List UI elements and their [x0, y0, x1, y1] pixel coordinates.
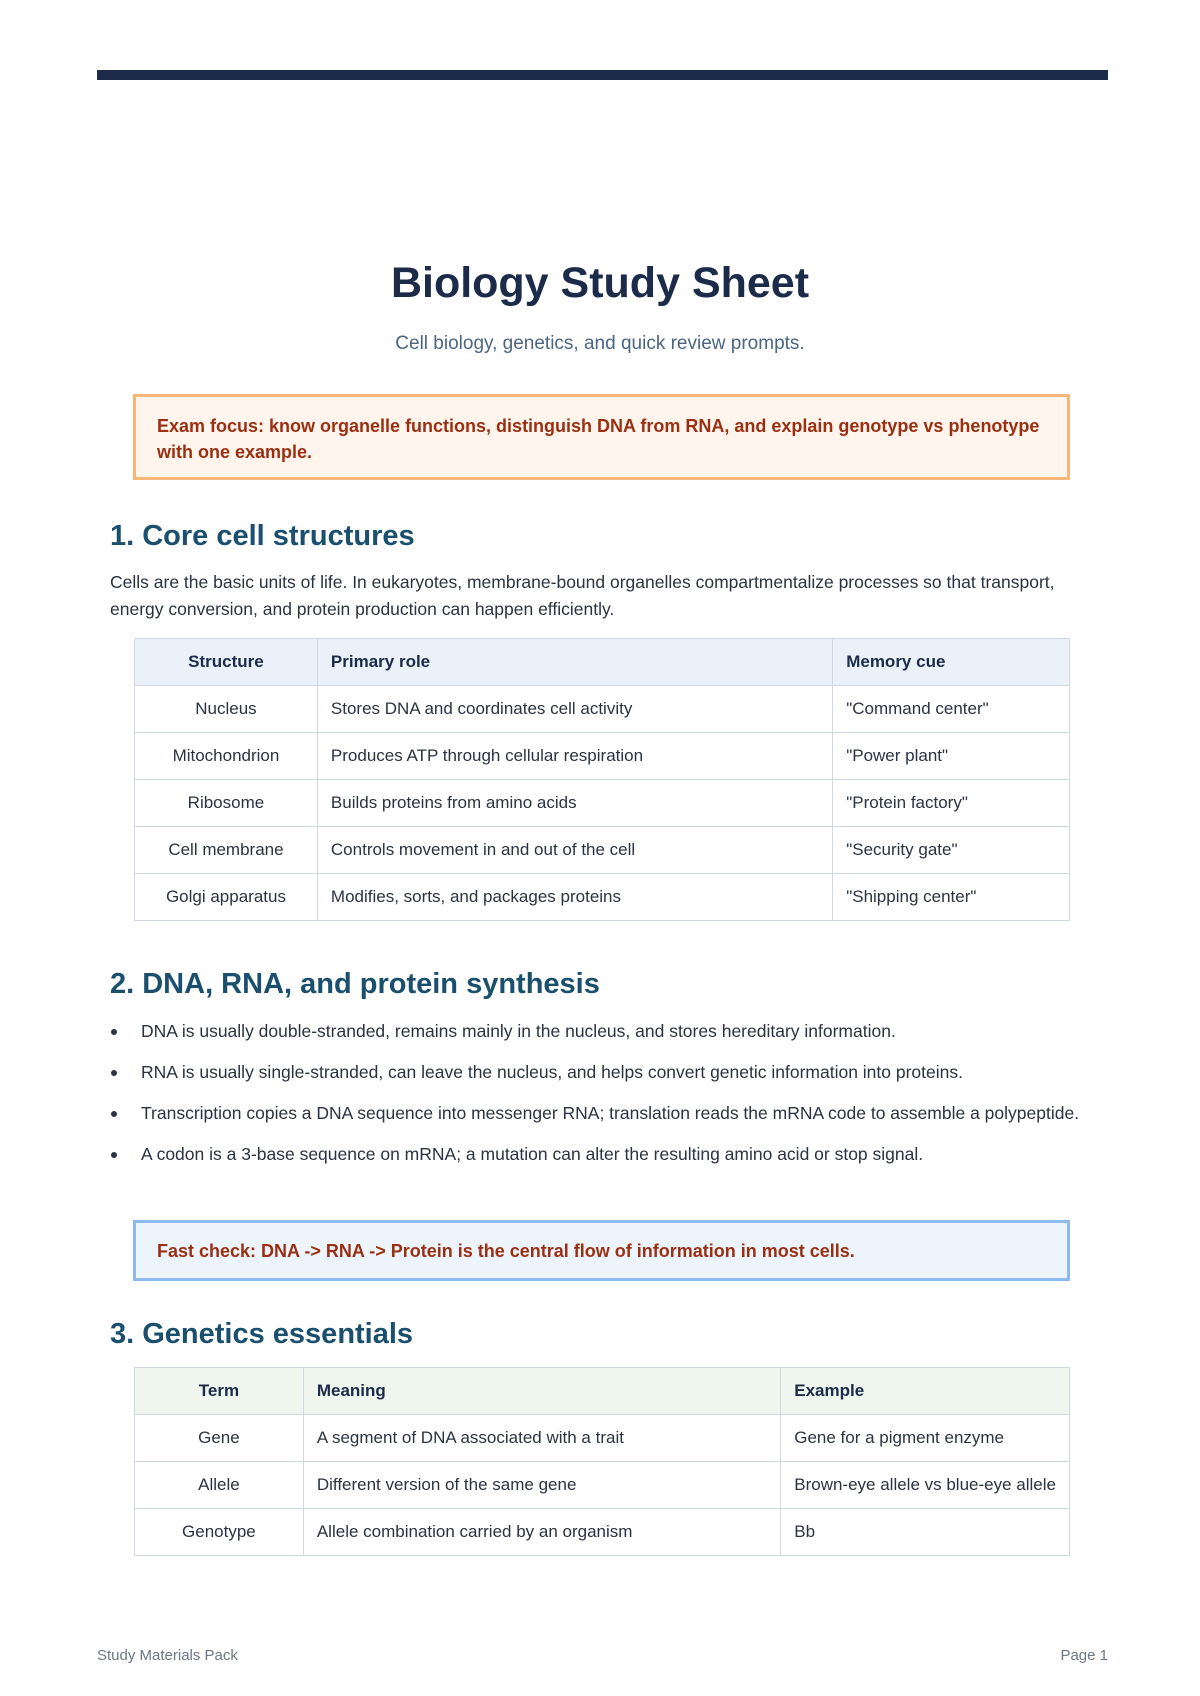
- table-cell: "Protein factory": [833, 780, 1070, 827]
- table-cell: Produces ATP through cellular respiration: [317, 733, 832, 780]
- header-rule: [97, 70, 1108, 80]
- section-heading-genetics-essentials: 3. Genetics essentials: [110, 1318, 414, 1350]
- table-cell: Allele: [135, 1462, 304, 1509]
- table-cell: Controls movement in and out of the cell: [317, 827, 832, 874]
- fast-check-callout: [133, 1220, 1070, 1281]
- table-cell: Modifies, sorts, and packages proteins: [317, 874, 832, 921]
- exam-focus-text: Exam focus: know organelle functions, distinguish DNA from RNA, and explain genotype vs phenotype with one example.: [157, 416, 1040, 462]
- table-header-row: [135, 1368, 1070, 1415]
- list-item-text: Transcription copies a DNA sequence into messenger RNA; translation reads the mRNA code to assemble a polypeptide.: [141, 1103, 1080, 1123]
- list-item-text: DNA is usually double-stranded, remains mainly in the nucleus, and stores hereditary information.: [141, 1021, 896, 1041]
- table-cell: Nucleus: [135, 686, 318, 733]
- bullet-dot-icon: [111, 1070, 117, 1076]
- table-cell: A segment of DNA associated with a trait: [303, 1415, 780, 1462]
- table-header-row: [135, 639, 1070, 686]
- table-row: [135, 1415, 1070, 1462]
- column-header-meaning: Meaning: [303, 1368, 780, 1415]
- section-heading-core-cell-structures: 1. Core cell structures: [110, 520, 415, 552]
- document-title: Biology Study Sheet: [390, 259, 810, 307]
- column-header-term: Term: [135, 1368, 304, 1415]
- column-header-primary-role: Primary role: [317, 639, 832, 686]
- table-cell: Stores DNA and coordinates cell activity: [317, 686, 832, 733]
- list-item: [110, 1058, 1100, 1086]
- exam-focus-callout: [133, 394, 1070, 480]
- table-cell: Allele combination carried by an organism: [303, 1509, 780, 1556]
- table-row: [135, 1509, 1070, 1556]
- table-row: [135, 1462, 1070, 1509]
- table-cell: "Shipping center": [833, 874, 1070, 921]
- table-cell: Different version of the same gene: [303, 1462, 780, 1509]
- table-cell: "Power plant": [833, 733, 1070, 780]
- table-cell: Golgi apparatus: [135, 874, 318, 921]
- column-header-structure: Structure: [135, 639, 318, 686]
- footer-page-number: Page 1: [1060, 1647, 1108, 1664]
- table-row: [135, 827, 1070, 874]
- table-cell: Gene for a pigment enzyme: [781, 1415, 1070, 1462]
- table-row: [135, 686, 1070, 733]
- list-item: [110, 1099, 1100, 1127]
- genetics-table: [134, 1367, 1070, 1556]
- table-cell: Mitochondrion: [135, 733, 318, 780]
- table-cell: Builds proteins from amino acids: [317, 780, 832, 827]
- document-subtitle: Cell biology, genetics, and quick review prompts.: [395, 333, 805, 354]
- table-cell: Gene: [135, 1415, 304, 1462]
- footer-left-text: Study Materials Pack: [97, 1647, 238, 1664]
- bullet-dot-icon: [111, 1111, 117, 1117]
- table-row: [135, 780, 1070, 827]
- table-cell: Cell membrane: [135, 827, 318, 874]
- bullet-dot-icon: [111, 1152, 117, 1158]
- list-item: [110, 1140, 1100, 1168]
- bullet-dot-icon: [111, 1029, 117, 1035]
- column-header-example: Example: [781, 1368, 1070, 1415]
- column-header-memory-cue: Memory cue: [833, 639, 1070, 686]
- table-cell: Brown-eye allele vs blue-eye allele: [781, 1462, 1070, 1509]
- section-heading-dna-rna-protein: 2. DNA, RNA, and protein synthesis: [110, 968, 600, 1000]
- table-row: [135, 874, 1070, 921]
- table-cell: Ribosome: [135, 780, 318, 827]
- list-item: [110, 1017, 1100, 1045]
- table-cell: Bb: [781, 1509, 1070, 1556]
- dna-rna-bullet-list: [110, 1017, 1100, 1181]
- list-item-text: RNA is usually single-stranded, can leave the nucleus, and helps convert genetic information into proteins.: [141, 1062, 963, 1082]
- fast-check-text: Fast check: DNA -> RNA -> Protein is the central flow of information in most cells.: [157, 1241, 855, 1261]
- table-cell: Genotype: [135, 1509, 304, 1556]
- section-paragraph: Cells are the basic units of life. In eukaryotes, membrane-bound organelles compartmentalize processes so that transport, energy conversion, and protein production can happen efficiently.: [110, 572, 1055, 619]
- list-item-text: A codon is a 3-base sequence on mRNA; a mutation can alter the resulting amino acid or stop signal.: [141, 1144, 924, 1164]
- table-cell: "Command center": [833, 686, 1070, 733]
- cell-structures-table: [134, 638, 1070, 921]
- table-cell: "Security gate": [833, 827, 1070, 874]
- table-row: [135, 733, 1070, 780]
